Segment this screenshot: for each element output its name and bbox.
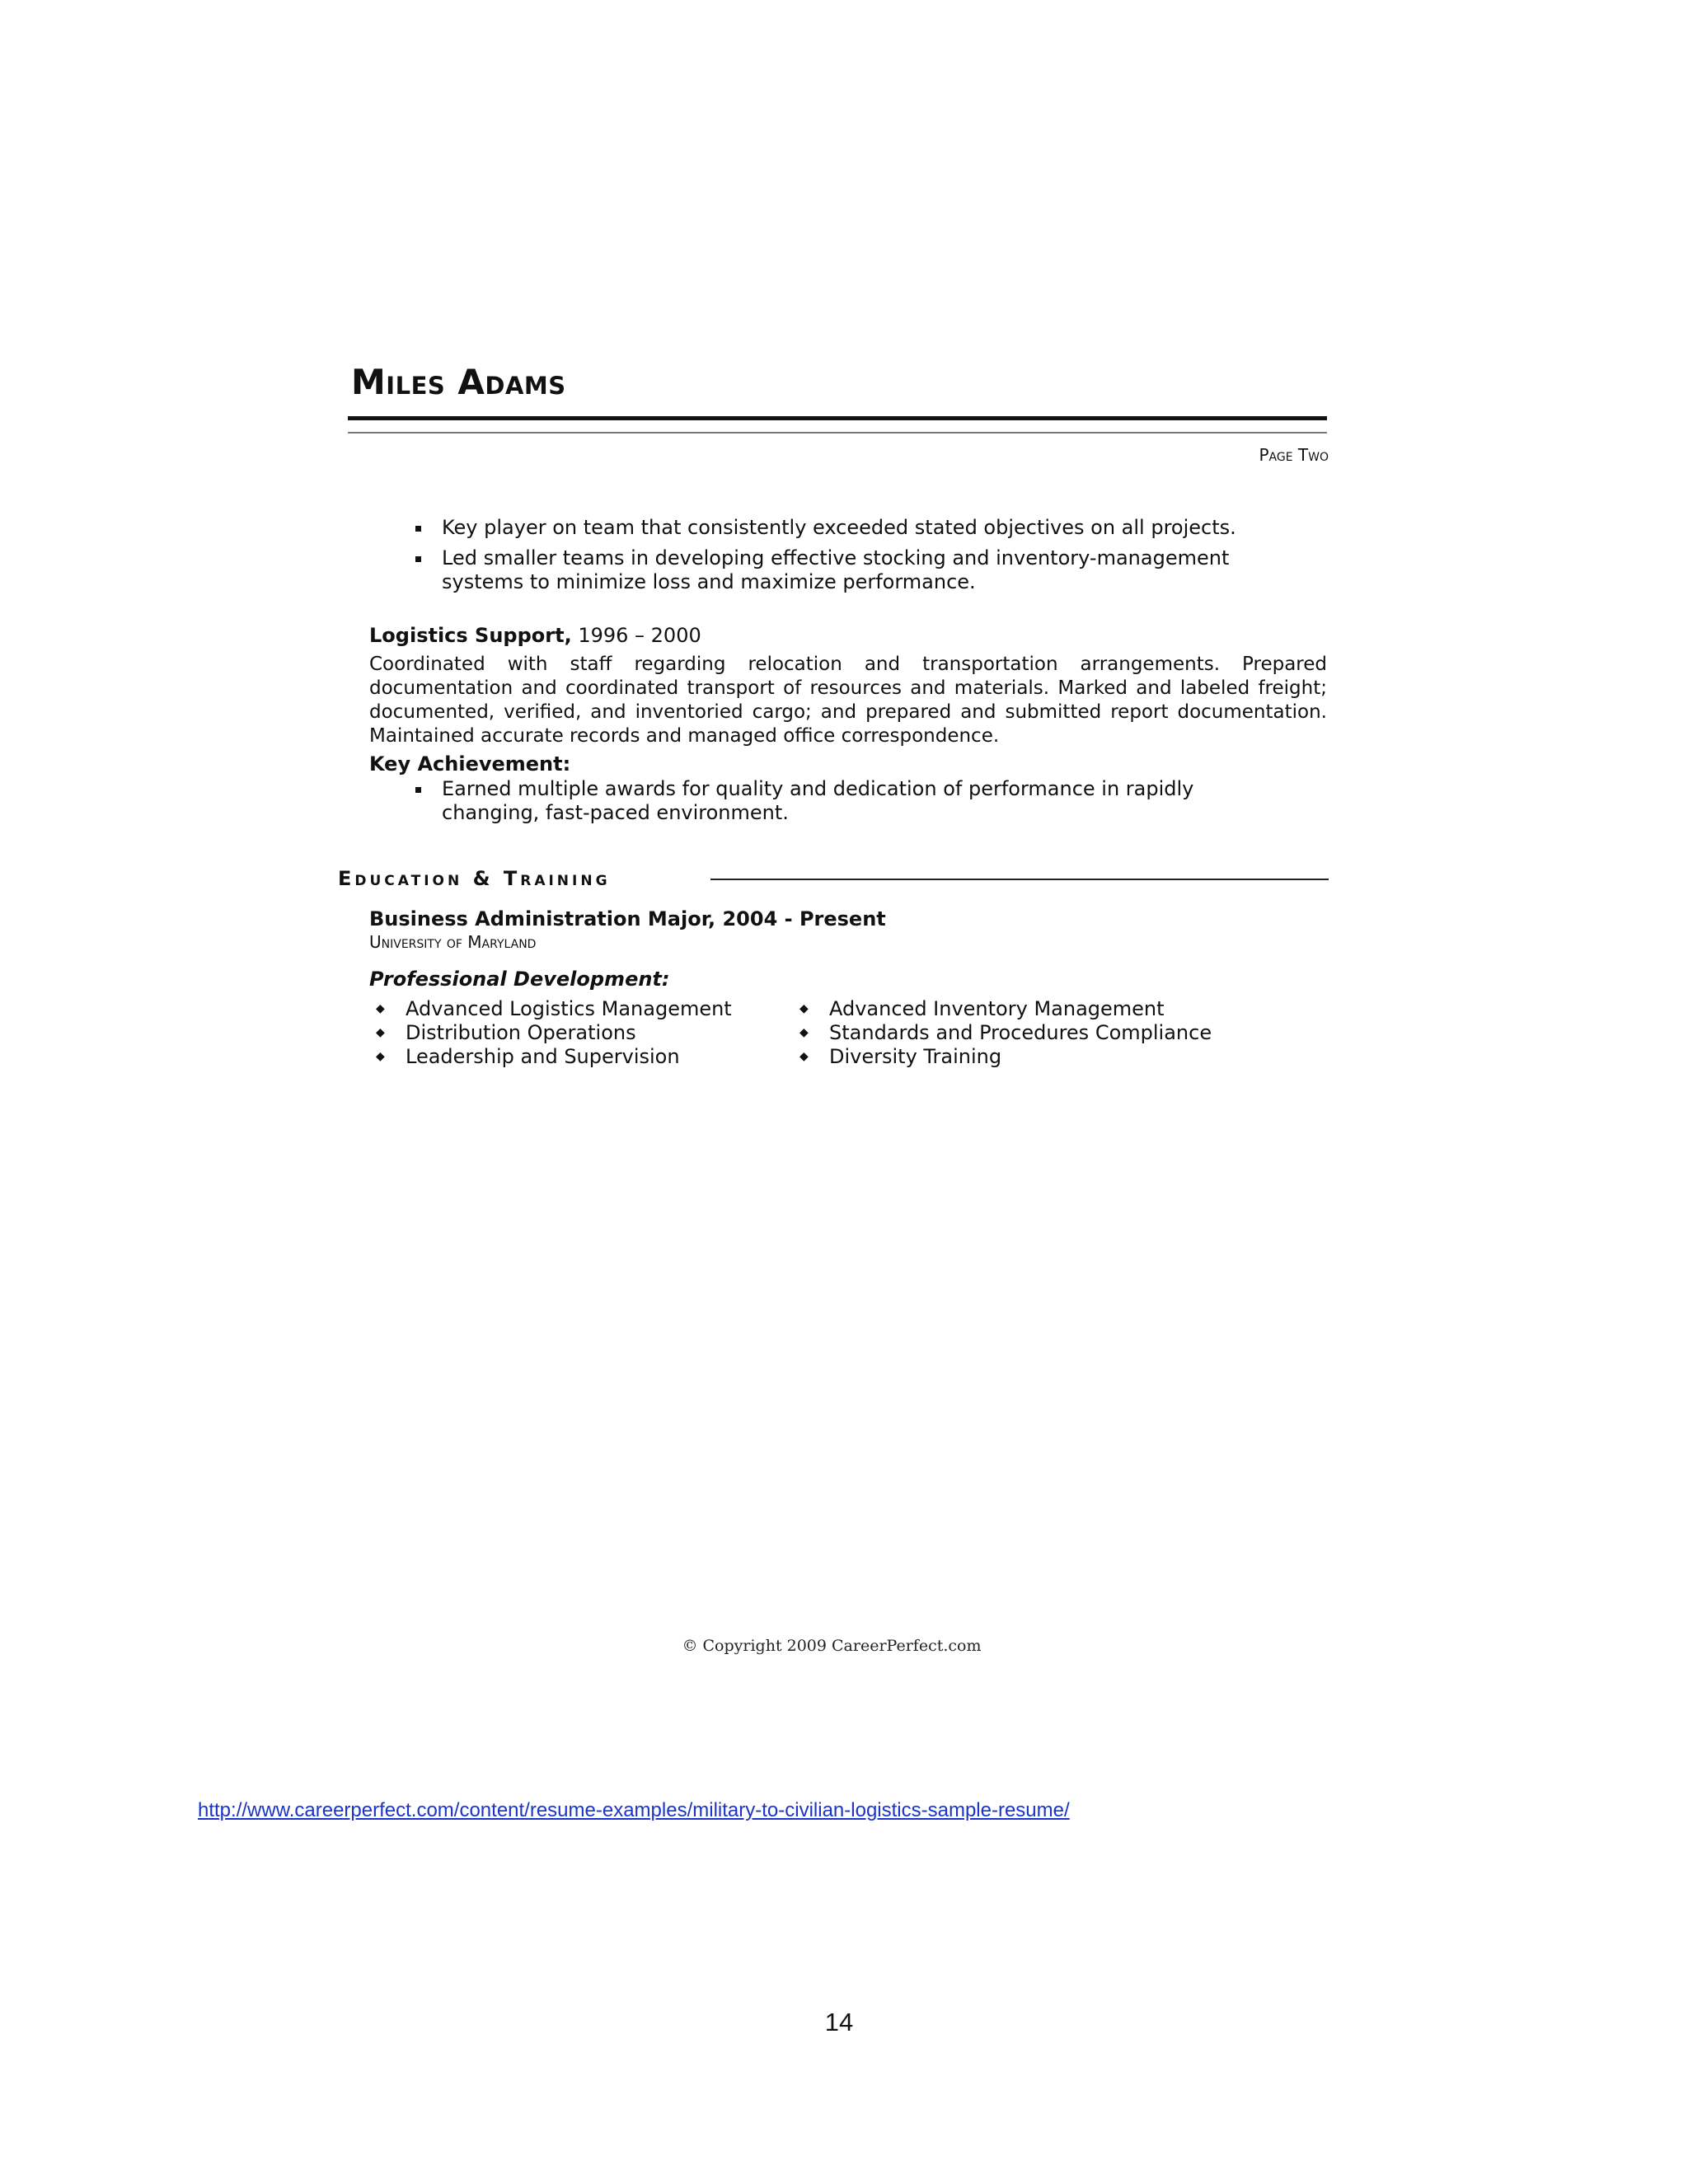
job-title: Logistics Support,: [369, 624, 572, 647]
diamond-bullet-icon: ◆: [376, 1002, 385, 1015]
square-bullet-icon: [415, 526, 421, 532]
pd-item: Advanced Logistics Management: [406, 997, 732, 1020]
header-rule-thick: [348, 416, 1327, 420]
diamond-bullet-icon: ◆: [799, 1026, 809, 1039]
source-url-link[interactable]: http://www.careerperfect.com/content/resume-examples/military-to-civilian-logistics-sample-resume/: [198, 1799, 1070, 1821]
diamond-bullet-icon: ◆: [799, 1050, 809, 1063]
experience-bullet: Led smaller teams in developing effective stocking and inventory-management: [442, 546, 1230, 569]
job-heading: [369, 624, 701, 648]
achievement-bullet-continuation: changing, fast-paced environment.: [442, 801, 789, 824]
diamond-bullet-icon: ◆: [376, 1026, 385, 1039]
section-title-education: Education & Training: [338, 867, 611, 890]
key-achievement-label: Key Achievement:: [369, 752, 571, 776]
page-label: Page Two: [1259, 445, 1329, 465]
page-number: 14: [824, 2008, 854, 2036]
experience-bullet: Key player on team that consistently exceeded stated objectives on all projects.: [442, 516, 1236, 539]
achievement-bullet: Earned multiple awards for quality and dedication of performance in rapidly: [442, 777, 1194, 800]
pd-item: Diversity Training: [829, 1045, 1002, 1068]
professional-development-label: Professional Development:: [369, 968, 670, 991]
job-description: Coordinated with staff regarding relocation and transportation arrangements. Prepared documentation and coordinated transport of resources and materials. Marked and labeled freight; documented, verified, and inventoried cargo; and prepared and submitted report documentation. Maintained accurate records and managed office correspondence.: [369, 654, 1327, 747]
job-years: 1996 – 2000: [578, 624, 701, 647]
section-rule: [710, 879, 1329, 880]
header-rule-thin: [348, 432, 1327, 434]
school-name: University of Maryland: [369, 932, 537, 952]
pd-item: Standards and Procedures Compliance: [829, 1021, 1212, 1044]
copyright-notice: © Copyright 2009 CareerPerfect.com: [682, 1637, 982, 1655]
pd-item: Distribution Operations: [406, 1021, 636, 1044]
pd-item: Leadership and Supervision: [406, 1045, 680, 1068]
pd-item: Advanced Inventory Management: [829, 997, 1165, 1020]
diamond-bullet-icon: ◆: [376, 1050, 385, 1063]
diamond-bullet-icon: ◆: [799, 1002, 809, 1015]
square-bullet-icon: [415, 556, 421, 562]
resume-name: Miles Adams: [351, 362, 566, 402]
square-bullet-icon: [415, 787, 421, 793]
degree: Business Administration Major, 2004 - Present: [369, 907, 886, 930]
experience-bullet-continuation: systems to minimize loss and maximize performance.: [442, 570, 976, 593]
